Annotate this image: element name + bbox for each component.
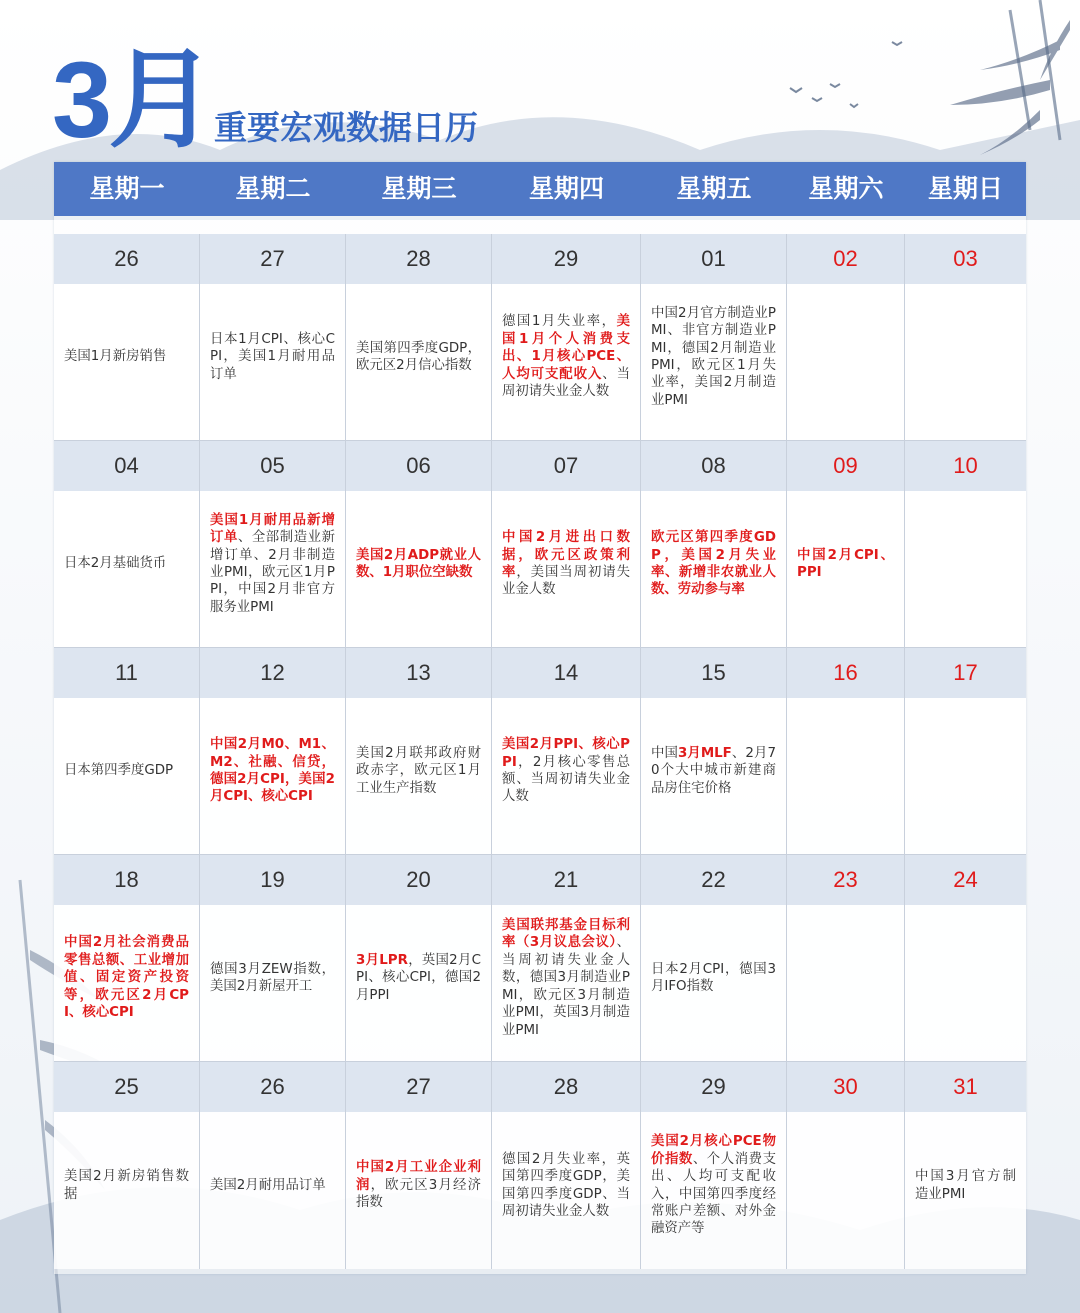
day-number: 07 [492,441,640,491]
weekday-label: 星期日 [927,174,1003,203]
day-events [200,491,345,647]
calendar-grid [54,234,1026,1269]
event-highlight: 美国1月耐用品新增订单 [210,512,335,546]
day-cell [787,441,905,648]
day-number: 16 [787,648,904,698]
event-segment: 日本2月基础货币 [64,556,167,572]
day-events [54,284,199,440]
day-number: 12 [200,648,345,698]
event-text [210,1177,335,1194]
day-events [492,491,640,647]
day-number: 06 [346,441,491,491]
weekday-label: 星期二 [235,174,311,203]
weekday-label: 星期五 [676,174,752,203]
event-segment: 、个人消费支出、人均可支配收入，中国第四季度经常账户差额、对外金融资产等 [651,1151,777,1237]
day-events [905,491,1026,647]
day-events [787,1112,904,1269]
day-cell [905,1062,1026,1269]
day-events [492,284,640,440]
event-segment: ，英国2月CPI、核心CPI，德国2月PPI [356,952,481,1003]
day-number: 29 [492,234,640,284]
day-events [492,905,640,1061]
event-highlight: 美国2月ADP就业人数、1月职位空缺数 [356,547,481,580]
day-events [200,284,345,440]
day-number: 14 [492,648,640,698]
event-segment: 美国2月联邦政府财政赤字，欧元区1月工业生产指数 [356,745,481,796]
day-cell [200,234,346,441]
day-number: 26 [200,1062,345,1112]
day-events [641,284,786,440]
day-events [787,698,904,854]
day-number: 19 [200,855,345,905]
event-segment: 、全部制造业新增订单、2月非制造业PMI，欧元区1月PPI，中国2月非官方服务业PMI [210,530,336,615]
event-text [64,934,189,1021]
event-text [356,547,481,582]
day-cell [641,441,787,648]
day-number: 29 [641,1062,786,1112]
day-cell [54,1062,200,1269]
day-events [492,698,640,854]
day-cell [200,441,346,648]
event-highlight: 中国2月进出口数据，欧元区政策利率 [502,530,630,580]
day-events [641,1112,786,1269]
page-title: 重要宏观数据日历 [214,108,478,147]
event-segment: 德国2月失业率，英国第四季度GDP，美国第四季度GDP、当周初请失业金人数 [502,1151,630,1219]
day-events [787,491,904,647]
day-events [641,905,786,1061]
event-segment: 日本2月CPI，德国3月IFO指数 [651,961,776,994]
event-highlight: 美国1月个人消费支出、1月核心PCE、人均可支配收入 [502,314,630,382]
event-text [210,512,335,616]
event-text [651,961,776,996]
event-text [210,331,335,383]
day-number: 05 [200,441,345,491]
day-cell [346,441,492,648]
day-events [200,905,345,1061]
day-cell [346,855,492,1062]
event-segment: 美国1月新房销售 [64,349,167,365]
event-segment: 日本1月CPI、核心CPI，美国1月耐用品订单 [210,331,335,382]
week-row [54,855,1026,1062]
day-cell [641,234,787,441]
week-row [54,1062,1026,1269]
day-number: 08 [641,441,786,491]
day-events [200,698,345,854]
day-number: 18 [54,855,199,905]
day-number: 02 [787,234,904,284]
day-events [905,905,1026,1061]
day-number: 13 [346,648,491,698]
day-events [641,491,786,647]
event-text [797,547,894,582]
day-number: 11 [54,648,199,698]
day-cell [787,234,905,441]
day-cell [492,1062,641,1269]
week-row [54,648,1026,855]
day-events [346,284,491,440]
event-text [651,305,776,409]
event-text [210,736,335,806]
event-text [356,745,481,797]
day-events [200,1112,345,1269]
day-number: 28 [492,1062,640,1112]
event-segment: 中国 [651,745,678,761]
event-text [64,555,189,572]
day-cell [905,855,1026,1062]
event-highlight: 中国2月M0、M1、M2、社融、信贷，德国2月CPI，美国2月CPI、核心CPI [210,737,335,805]
event-segment: 日本第四季度GDP [64,763,174,779]
event-text [502,529,630,599]
event-segment: 德国3月ZEW指数，美国2月新屋开工 [210,961,335,994]
event-segment: 、当周初请失业金人数，德国3月制造业PMI，欧元区3月制造业PMI，英国3月制造业PMI [502,935,630,1038]
day-cell [641,648,787,855]
event-segment: 、2月70个大中城市新建商品房住宅价格 [651,745,776,796]
day-number: 04 [54,441,199,491]
day-number: 30 [787,1062,904,1112]
day-events [346,1112,491,1269]
event-text [64,1168,189,1203]
event-highlight: 3月LPR [356,952,408,968]
event-segment: 中国3月官方制造业PMI [915,1169,1016,1202]
day-events [54,1112,199,1269]
week-row [54,234,1026,441]
day-number: 20 [346,855,491,905]
day-number: 27 [200,234,345,284]
week-row [54,441,1026,648]
day-number: 31 [905,1062,1026,1112]
day-cell [787,648,905,855]
event-segment: 美国2月耐用品订单 [210,1177,326,1193]
day-cell [346,234,492,441]
day-cell [200,1062,346,1269]
day-cell [492,648,641,855]
event-highlight: 美国联邦基金目标利率（3月议息会议） [502,918,630,951]
day-cell [641,1062,787,1269]
page-title-month: 3月 [52,39,213,160]
day-cell [787,1062,905,1269]
day-cell [492,441,641,648]
event-text [651,745,776,797]
event-text [64,348,189,365]
day-events [905,698,1026,854]
event-segment: ，2月核心零售总额、当周初请失业金人数 [502,754,630,805]
event-highlight: 美国2月核心PCE物价指数 [651,1134,776,1167]
event-segment: 、当周初请失业金人数 [502,366,631,400]
event-highlight: 美国2月PPI、核心PPI [502,737,630,770]
day-number: 22 [641,855,786,905]
day-number: 24 [905,855,1026,905]
event-text [64,762,189,779]
day-number: 28 [346,234,491,284]
event-highlight: 中国2月社会消费品零售总额、工业增加值、固定资产投资等，欧元区2月CPI、核心CPI [64,935,189,1021]
day-number: 17 [905,648,1026,698]
day-cell [346,1062,492,1269]
day-events [787,905,904,1061]
day-events [492,1112,640,1269]
day-events [346,698,491,854]
day-number: 26 [54,234,199,284]
day-number: 15 [641,648,786,698]
event-highlight: 中国2月工业企业利润 [356,1160,481,1193]
day-events [346,905,491,1061]
event-highlight: 欧元区第四季度GDP，美国2月失业率、新增非农就业人数、劳动参与率 [651,530,776,598]
day-number: 01 [641,234,786,284]
day-number: 10 [905,441,1026,491]
event-segment: 美国2月新房销售数据 [64,1169,189,1202]
day-cell [54,648,200,855]
event-segment: 中国2月官方制造业PMI、非官方制造业PMI，德国2月制造业PMI，欧元区1月失业率，美国2月制造业PMI [651,305,776,408]
event-text [502,917,630,1039]
day-events [54,491,199,647]
day-events [905,1112,1026,1269]
day-events [346,491,491,647]
day-number: 21 [492,855,640,905]
day-cell [787,855,905,1062]
day-number: 03 [905,234,1026,284]
event-segment: 美国第四季度GDP，欧元区2月信心指数 [356,340,481,373]
event-segment: ，美国当周初请失业金人数 [502,565,631,598]
event-text [210,961,335,996]
day-cell [200,648,346,855]
weekday-label: 星期四 [528,174,604,203]
day-number: 09 [787,441,904,491]
event-highlight: 3月MLF [677,745,732,761]
day-cell [346,648,492,855]
day-events [787,284,904,440]
day-cell [905,441,1026,648]
calendar [54,162,1026,1274]
day-number: 25 [54,1062,199,1112]
day-number: 23 [787,855,904,905]
day-cell [641,855,787,1062]
event-segment: 德国1月失业率， [502,314,617,330]
day-cell [492,234,641,441]
event-text [915,1168,1016,1203]
day-cell [905,234,1026,441]
weekday-label: 星期一 [89,174,165,203]
day-number: 27 [346,1062,491,1112]
weekday-label: 星期三 [381,174,457,203]
event-highlight: 中国2月CPI、PPI [797,547,894,580]
day-events [54,905,199,1061]
day-events [905,284,1026,440]
event-text [356,1159,481,1211]
event-text [651,1133,776,1237]
day-cell [54,855,200,1062]
event-text [502,736,630,806]
day-cell [54,441,200,648]
day-cell [905,648,1026,855]
day-events [641,698,786,854]
event-segment: ，欧元区3月经济指数 [356,1177,481,1211]
event-text [651,529,776,599]
weekday-header [54,162,1026,216]
weekday-label: 星期六 [808,174,884,203]
event-text [356,952,481,1004]
day-cell [200,855,346,1062]
event-text [502,1151,630,1221]
day-events [54,698,199,854]
event-text [356,340,481,375]
page-header [52,40,652,160]
day-cell [492,855,641,1062]
event-text [502,313,630,400]
day-cell [54,234,200,441]
